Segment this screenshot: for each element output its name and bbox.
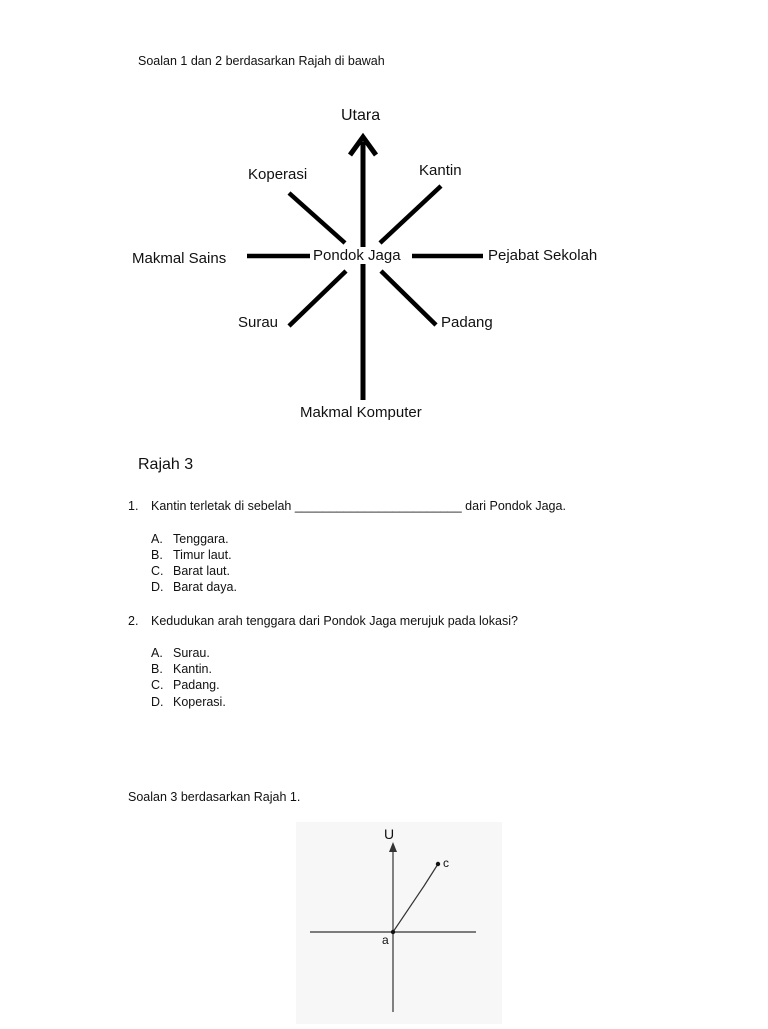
point-c bbox=[436, 862, 440, 866]
point-a bbox=[391, 930, 395, 934]
option-letter: B. bbox=[151, 548, 163, 562]
label-point-c: c bbox=[443, 856, 449, 870]
question-1-number: 1. bbox=[128, 499, 139, 513]
figure-caption-rajah-3: Rajah 3 bbox=[138, 456, 194, 473]
option-letter: B. bbox=[151, 662, 163, 676]
question-2-option-d[interactable] bbox=[151, 695, 226, 709]
option-letter: C. bbox=[151, 564, 164, 578]
option-text: Barat laut. bbox=[173, 564, 230, 578]
question-2-option-c[interactable] bbox=[151, 678, 220, 692]
option-text: Surau. bbox=[173, 646, 210, 660]
label-surau: Surau bbox=[238, 314, 279, 331]
label-padang: Padang bbox=[441, 314, 493, 331]
line-a-to-c bbox=[393, 864, 438, 932]
option-letter: D. bbox=[151, 695, 164, 709]
question-2-option-b[interactable] bbox=[151, 662, 212, 676]
northeast-line bbox=[380, 186, 441, 243]
option-letter: C. bbox=[151, 678, 164, 692]
option-text: Padang. bbox=[173, 678, 220, 692]
label-pejabat-sekolah: Pejabat Sekolah bbox=[488, 247, 598, 264]
question-1-option-a[interactable] bbox=[151, 532, 229, 546]
compass-diagram bbox=[0, 0, 768, 460]
label-makmal-sains: Makmal Sains bbox=[132, 250, 227, 267]
intro-question-3: Soalan 3 berdasarkan Rajah 1. bbox=[128, 790, 301, 804]
northwest-line bbox=[289, 193, 345, 243]
southwest-line bbox=[289, 271, 346, 326]
question-1-option-d[interactable] bbox=[151, 580, 237, 594]
option-text: Koperasi. bbox=[173, 695, 226, 709]
label-point-a: a bbox=[382, 933, 389, 947]
north-label-u: U bbox=[384, 826, 395, 842]
question-2-stem: Kedudukan arah tenggara dari Pondok Jaga merujuk pada lokasi? bbox=[151, 614, 518, 628]
option-letter: D. bbox=[151, 580, 164, 594]
question-2-number: 2. bbox=[128, 614, 139, 628]
southeast-line bbox=[381, 271, 436, 325]
label-north: Utara bbox=[341, 107, 381, 124]
label-pondok-jaga: Pondok Jaga bbox=[313, 247, 401, 264]
question-1-option-b[interactable] bbox=[151, 548, 232, 562]
intro-question-1-2: Soalan 1 dan 2 berdasarkan Rajah di bawah bbox=[138, 54, 385, 68]
question-1-option-c[interactable] bbox=[151, 564, 230, 578]
label-koperasi: Koperasi bbox=[248, 166, 308, 183]
option-letter: A. bbox=[151, 532, 163, 546]
north-arrow-head bbox=[389, 842, 397, 852]
label-kantin: Kantin bbox=[419, 162, 462, 179]
label-makmal-komputer: Makmal Komputer bbox=[300, 404, 422, 421]
figure-rajah-1-drawing bbox=[296, 822, 502, 1024]
option-text: Tenggara. bbox=[173, 532, 229, 546]
option-text: Barat daya. bbox=[173, 580, 237, 594]
option-letter: A. bbox=[151, 646, 163, 660]
figure-rajah-1 bbox=[296, 822, 502, 1024]
option-text: Timur laut. bbox=[173, 548, 232, 562]
question-1-stem: Kantin terletak di sebelah ________________________ dari Pondok Jaga. bbox=[151, 499, 566, 513]
question-2-option-a[interactable] bbox=[151, 646, 210, 660]
option-text: Kantin. bbox=[173, 662, 212, 676]
